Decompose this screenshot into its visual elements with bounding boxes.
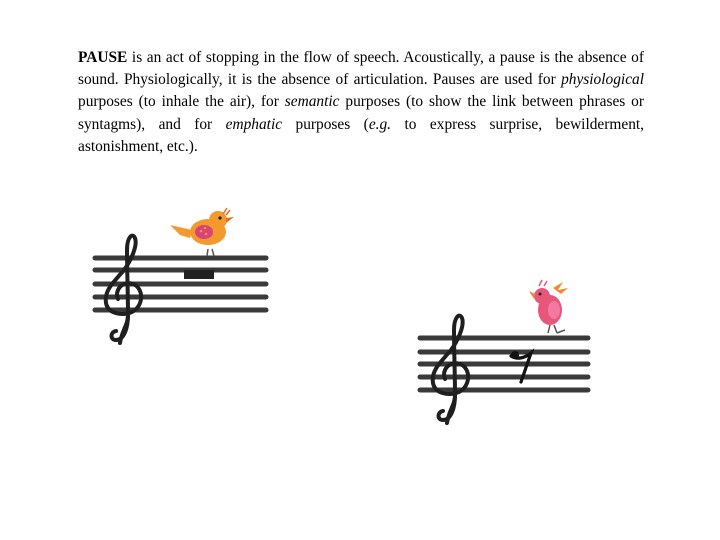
text-segment: is an act of stopping in the flow of speech. Acoustically, a pause is the absence of sound. Physiologically, it is the absence of articulation. Pauses are used for [78, 49, 644, 89]
pink-bird-icon [529, 280, 568, 333]
orange-bird-icon [170, 208, 234, 256]
emphasis-semantic: semantic [284, 93, 340, 111]
text-segment: purposes (to show the link between phrases or syntagms), and for [78, 93, 644, 133]
staff-lines [420, 338, 588, 390]
emphasis-physiological: physiological [561, 71, 644, 89]
text-segment: purposes ( [282, 115, 369, 133]
text-segment: purposes (to inhale the air), for [78, 93, 285, 111]
emphasis-emphatic: emphatic [225, 115, 283, 133]
treble-clef-icon [433, 316, 468, 423]
treble-clef-icon [106, 236, 141, 343]
term-pause: PAUSE [78, 49, 128, 66]
text-segment: to express surprise, bewilderment, astonishment, etc.). [78, 115, 645, 155]
left-staff-illustration [80, 200, 280, 350]
pause-definition-paragraph [78, 47, 644, 158]
whole-rest-icon [184, 270, 214, 279]
emphasis-eg: e.g. [368, 115, 392, 133]
right-staff-illustration [405, 280, 605, 430]
